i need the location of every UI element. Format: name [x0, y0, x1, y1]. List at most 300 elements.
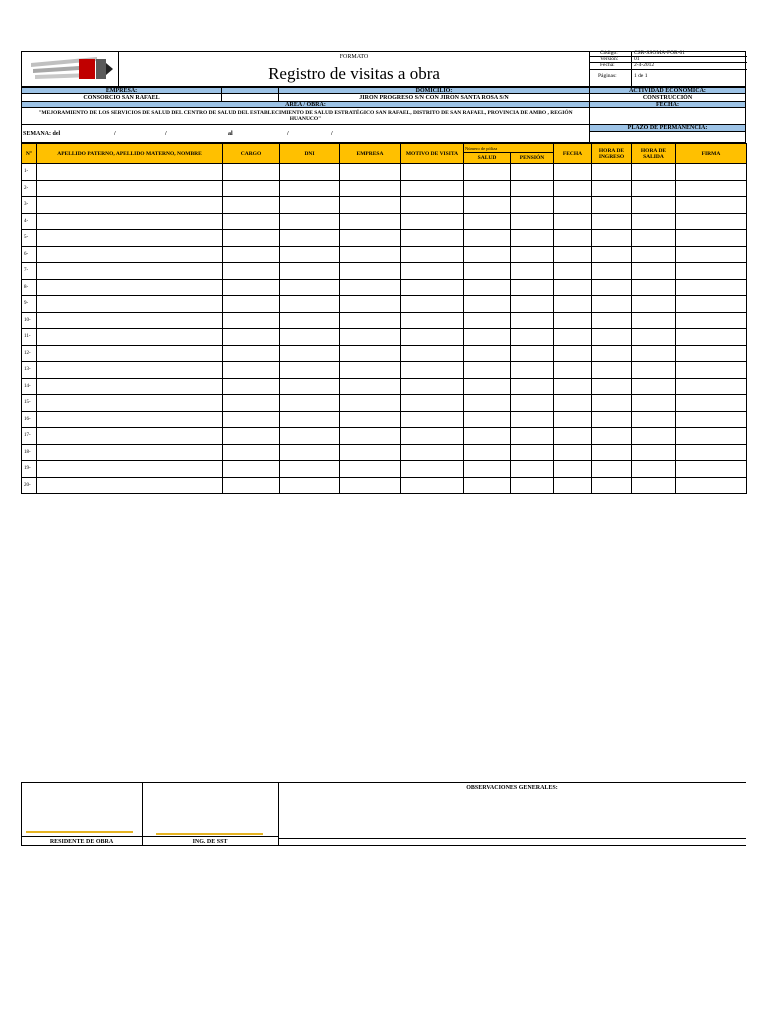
- table-cell[interactable]: [632, 461, 676, 478]
- table-cell[interactable]: [223, 263, 280, 280]
- table-cell[interactable]: [511, 378, 554, 395]
- table-cell[interactable]: [511, 477, 554, 494]
- table-cell[interactable]: [223, 477, 280, 494]
- table-cell[interactable]: [401, 246, 464, 263]
- residente-signature-line: [26, 831, 133, 833]
- table-cell[interactable]: [37, 312, 223, 329]
- table-cell[interactable]: [223, 164, 280, 181]
- table-cell[interactable]: [511, 345, 554, 362]
- col-num-header: N°: [22, 144, 37, 164]
- table-cell[interactable]: [223, 246, 280, 263]
- table-cell[interactable]: [464, 362, 511, 379]
- row-number: 2-: [22, 180, 37, 197]
- table-cell[interactable]: [401, 197, 464, 214]
- table-cell[interactable]: [554, 461, 592, 478]
- table-cell[interactable]: [676, 345, 747, 362]
- table-cell[interactable]: [676, 213, 747, 230]
- table-cell[interactable]: [511, 164, 554, 181]
- table-row: [22, 213, 747, 230]
- row-number: 3-: [22, 197, 37, 214]
- table-cell[interactable]: [280, 362, 340, 379]
- table-cell[interactable]: [511, 329, 554, 346]
- table-cell[interactable]: [340, 246, 401, 263]
- table-cell[interactable]: [223, 362, 280, 379]
- logo-cell: [21, 51, 119, 87]
- table-cell[interactable]: [340, 378, 401, 395]
- table-cell[interactable]: [401, 180, 464, 197]
- table-body: [22, 164, 747, 494]
- table-cell[interactable]: [464, 395, 511, 412]
- table-cell[interactable]: [401, 312, 464, 329]
- table-cell[interactable]: [401, 378, 464, 395]
- table-cell[interactable]: [554, 312, 592, 329]
- col-salud-header: SALUD: [464, 153, 511, 164]
- table-cell[interactable]: [676, 197, 747, 214]
- table-cell[interactable]: [464, 312, 511, 329]
- table-cell[interactable]: [223, 378, 280, 395]
- table-cell[interactable]: [592, 180, 632, 197]
- fecha-value: [589, 107, 746, 125]
- ing-signature-line: [156, 833, 263, 835]
- table-cell[interactable]: [280, 444, 340, 461]
- area-value: "MEJORAMIENTO DE LOS SERVICIOS DE SALUD DEL CENTRO DE SALUD DEL ESTABLECIMIENTO DE SALUD ESTRATÉGICO SAN RAFAEL, DISTRITO DE SAN RAFAEL, PROVINCIA DE AMBO , REGIÓN HUANUCO": [21, 107, 590, 125]
- table-cell[interactable]: [37, 329, 223, 346]
- table-cell[interactable]: [676, 477, 747, 494]
- table-cell[interactable]: [554, 411, 592, 428]
- meta-version-label: Versión:: [600, 56, 619, 62]
- table-cell[interactable]: [340, 296, 401, 313]
- table-row: [22, 246, 747, 263]
- table-cell[interactable]: [223, 213, 280, 230]
- table-row: [22, 230, 747, 247]
- table-cell[interactable]: [223, 180, 280, 197]
- semana-slash-1: /: [114, 131, 116, 137]
- col-firma-header: FIRMA: [676, 144, 747, 164]
- table-cell[interactable]: [632, 477, 676, 494]
- table-cell[interactable]: [37, 213, 223, 230]
- plazo-label: PLAZO DE PERMANENCIA:: [589, 124, 746, 132]
- table-cell[interactable]: [554, 246, 592, 263]
- table-cell[interactable]: [280, 164, 340, 181]
- table-cell[interactable]: [511, 395, 554, 412]
- semana-label: SEMANA: del: [23, 131, 61, 137]
- table-cell[interactable]: [37, 230, 223, 247]
- table-cell[interactable]: [340, 329, 401, 346]
- table-cell[interactable]: [554, 180, 592, 197]
- table-cell[interactable]: [280, 230, 340, 247]
- table-cell[interactable]: [554, 164, 592, 181]
- table-cell[interactable]: [554, 428, 592, 445]
- table-cell[interactable]: [554, 378, 592, 395]
- table-cell[interactable]: [280, 411, 340, 428]
- table-cell[interactable]: [592, 444, 632, 461]
- table-cell[interactable]: [280, 312, 340, 329]
- table-cell[interactable]: [676, 246, 747, 263]
- table-cell[interactable]: [592, 312, 632, 329]
- area-label: AREA / OBRA:: [21, 101, 590, 108]
- table-cell[interactable]: [340, 428, 401, 445]
- table-cell[interactable]: [280, 180, 340, 197]
- table-cell[interactable]: [280, 461, 340, 478]
- table-cell[interactable]: [464, 180, 511, 197]
- meta-pages-label: Páginas:: [598, 73, 617, 79]
- table-cell[interactable]: [340, 395, 401, 412]
- table-row: [22, 477, 747, 494]
- table-cell[interactable]: [511, 279, 554, 296]
- table-cell[interactable]: [511, 428, 554, 445]
- table-cell[interactable]: [554, 362, 592, 379]
- table-cell[interactable]: [401, 213, 464, 230]
- table-cell[interactable]: [554, 263, 592, 280]
- table-cell[interactable]: [340, 411, 401, 428]
- table-cell[interactable]: [464, 246, 511, 263]
- table-cell[interactable]: [37, 197, 223, 214]
- table-cell[interactable]: [511, 444, 554, 461]
- table-cell[interactable]: [632, 428, 676, 445]
- table-cell[interactable]: [37, 246, 223, 263]
- table-cell[interactable]: [592, 411, 632, 428]
- empresa-label: EMPRESA:: [21, 87, 222, 94]
- row-number: 8-: [22, 279, 37, 296]
- table-cell[interactable]: [37, 279, 223, 296]
- table-cell[interactable]: [280, 263, 340, 280]
- table-cell[interactable]: [223, 395, 280, 412]
- table-cell[interactable]: [676, 378, 747, 395]
- visits-table: [21, 143, 747, 494]
- table-row: [22, 444, 747, 461]
- table-cell[interactable]: [676, 428, 747, 445]
- table-cell[interactable]: [676, 461, 747, 478]
- table-cell[interactable]: [554, 230, 592, 247]
- table-cell[interactable]: [676, 296, 747, 313]
- table-cell[interactable]: [223, 345, 280, 362]
- table-cell[interactable]: [401, 296, 464, 313]
- table-cell[interactable]: [37, 378, 223, 395]
- table-cell[interactable]: [632, 411, 676, 428]
- table-cell[interactable]: [592, 329, 632, 346]
- col-poliza-header: Número de póliza: [464, 144, 554, 153]
- table-cell[interactable]: [511, 230, 554, 247]
- table-row: [22, 180, 747, 197]
- row-number: 13-: [22, 362, 37, 379]
- table-cell[interactable]: [676, 411, 747, 428]
- table-cell[interactable]: [554, 279, 592, 296]
- table-cell[interactable]: [464, 411, 511, 428]
- table-cell[interactable]: [592, 345, 632, 362]
- semana-slash-4: /: [331, 131, 333, 137]
- table-cell[interactable]: [223, 230, 280, 247]
- table-cell[interactable]: [401, 164, 464, 181]
- table-cell[interactable]: [401, 444, 464, 461]
- table-cell[interactable]: [511, 362, 554, 379]
- table-cell[interactable]: [401, 329, 464, 346]
- meta-version-value: 01: [634, 56, 640, 62]
- table-cell[interactable]: [340, 461, 401, 478]
- table-cell[interactable]: [554, 395, 592, 412]
- table-cell[interactable]: [592, 279, 632, 296]
- col-cargo-header: CARGO: [223, 144, 280, 164]
- table-cell[interactable]: [340, 279, 401, 296]
- table-cell[interactable]: [592, 428, 632, 445]
- row-number: 20-: [22, 477, 37, 494]
- table-cell[interactable]: [280, 213, 340, 230]
- table-cell[interactable]: [592, 461, 632, 478]
- table-cell[interactable]: [280, 428, 340, 445]
- table-cell[interactable]: [37, 411, 223, 428]
- table-cell[interactable]: [340, 263, 401, 280]
- table-header-row-1: [22, 144, 747, 153]
- table-cell[interactable]: [464, 378, 511, 395]
- table-cell[interactable]: [632, 395, 676, 412]
- table-row: [22, 345, 747, 362]
- table-cell[interactable]: [340, 230, 401, 247]
- table-cell[interactable]: [464, 477, 511, 494]
- table-cell[interactable]: [511, 312, 554, 329]
- table-cell[interactable]: [464, 197, 511, 214]
- col-motivo-header: MOTIVO DE VISITA: [401, 144, 464, 164]
- table-cell[interactable]: [676, 230, 747, 247]
- semana-al: al: [228, 131, 233, 137]
- observaciones-label: OBSERVACIONES GENERALES:: [466, 784, 558, 791]
- row-number: 19-: [22, 461, 37, 478]
- table-cell[interactable]: [632, 197, 676, 214]
- row-number: 1-: [22, 164, 37, 181]
- table-cell[interactable]: [592, 246, 632, 263]
- page-title: Registro de visitas a obra: [268, 64, 440, 83]
- table-cell[interactable]: [401, 395, 464, 412]
- table-row: [22, 395, 747, 412]
- table-cell[interactable]: [676, 362, 747, 379]
- table-cell[interactable]: [676, 279, 747, 296]
- table-cell[interactable]: [340, 180, 401, 197]
- table-cell[interactable]: [223, 461, 280, 478]
- table-cell[interactable]: [511, 461, 554, 478]
- table-cell[interactable]: [676, 312, 747, 329]
- col-pension-header: PENSIÓN: [511, 153, 554, 164]
- table-cell[interactable]: [340, 477, 401, 494]
- table-cell[interactable]: [37, 164, 223, 181]
- table-row: [22, 461, 747, 478]
- table-cell[interactable]: [592, 213, 632, 230]
- table-cell[interactable]: [676, 263, 747, 280]
- table-cell[interactable]: [223, 329, 280, 346]
- table-cell[interactable]: [554, 197, 592, 214]
- table-cell[interactable]: [676, 180, 747, 197]
- table-cell[interactable]: [632, 444, 676, 461]
- table-cell[interactable]: [37, 395, 223, 412]
- table-cell[interactable]: [340, 345, 401, 362]
- table-cell[interactable]: [37, 345, 223, 362]
- table-cell[interactable]: [511, 213, 554, 230]
- table-cell[interactable]: [340, 164, 401, 181]
- table-cell[interactable]: [632, 213, 676, 230]
- domicilio-label: DOMICILIO:: [278, 87, 590, 94]
- table-cell[interactable]: [554, 444, 592, 461]
- table-cell[interactable]: [464, 329, 511, 346]
- table-cell[interactable]: [223, 312, 280, 329]
- row-number: 16-: [22, 411, 37, 428]
- table-cell[interactable]: [676, 329, 747, 346]
- table-cell[interactable]: [511, 296, 554, 313]
- table-cell[interactable]: [632, 329, 676, 346]
- table-cell[interactable]: [401, 279, 464, 296]
- table-cell[interactable]: [401, 411, 464, 428]
- table-cell[interactable]: [340, 444, 401, 461]
- table-cell[interactable]: [632, 362, 676, 379]
- table-cell[interactable]: [592, 263, 632, 280]
- fecha-label: FECHA:: [589, 101, 746, 108]
- row-number: 7-: [22, 263, 37, 280]
- table-cell[interactable]: [280, 345, 340, 362]
- meta-pages-value: 1 de 1: [634, 73, 648, 79]
- table-cell[interactable]: [554, 213, 592, 230]
- table-cell[interactable]: [464, 279, 511, 296]
- meta-code-value: CSR-SSOMA-FOR-01: [634, 50, 686, 56]
- table-cell[interactable]: [676, 395, 747, 412]
- table-cell[interactable]: [37, 180, 223, 197]
- table-cell[interactable]: [223, 411, 280, 428]
- meta-block: [589, 51, 746, 87]
- table-cell[interactable]: [280, 197, 340, 214]
- table-row: [22, 362, 747, 379]
- table-cell[interactable]: [632, 263, 676, 280]
- table-cell[interactable]: [464, 444, 511, 461]
- table-cell[interactable]: [280, 246, 340, 263]
- table-cell[interactable]: [464, 230, 511, 247]
- table-cell[interactable]: [37, 296, 223, 313]
- table-cell[interactable]: [592, 230, 632, 247]
- semana-slash-3: /: [287, 131, 289, 137]
- table-cell[interactable]: [592, 362, 632, 379]
- table-cell[interactable]: [464, 213, 511, 230]
- table-cell[interactable]: [340, 213, 401, 230]
- meta-date-value: 2-4-2012: [634, 62, 655, 68]
- table-cell[interactable]: [464, 345, 511, 362]
- table-cell[interactable]: [554, 329, 592, 346]
- table-cell[interactable]: [401, 461, 464, 478]
- table-cell[interactable]: [401, 362, 464, 379]
- empresa-value: CONSORCIO SAN RAFAEL: [21, 93, 222, 102]
- table-cell[interactable]: [280, 329, 340, 346]
- row-number: 17-: [22, 428, 37, 445]
- table-row: [22, 411, 747, 428]
- table-cell[interactable]: [554, 296, 592, 313]
- table-cell[interactable]: [340, 312, 401, 329]
- table-cell[interactable]: [554, 345, 592, 362]
- table-cell[interactable]: [592, 477, 632, 494]
- actividad-label: ACTIVIDAD ECONOMICA:: [589, 87, 746, 94]
- table-cell[interactable]: [401, 345, 464, 362]
- meta-code-label: Código:: [600, 50, 618, 56]
- table-cell[interactable]: [464, 263, 511, 280]
- row-number: 12-: [22, 345, 37, 362]
- table-cell[interactable]: [511, 180, 554, 197]
- table-cell[interactable]: [592, 378, 632, 395]
- table-cell[interactable]: [592, 395, 632, 412]
- table-cell[interactable]: [632, 378, 676, 395]
- table-cell[interactable]: [632, 246, 676, 263]
- table-cell[interactable]: [401, 477, 464, 494]
- table-cell[interactable]: [280, 296, 340, 313]
- table-cell[interactable]: [340, 197, 401, 214]
- table-cell[interactable]: [632, 164, 676, 181]
- ing-label: ING. DE SST: [192, 838, 228, 845]
- actividad-value: CONSTRUCCIÓN: [589, 93, 746, 102]
- col-hora-salida-header: HORA DE SALIDA: [632, 144, 676, 164]
- row-number: 10-: [22, 312, 37, 329]
- table-cell[interactable]: [340, 362, 401, 379]
- plazo-value: [589, 131, 746, 143]
- table-cell[interactable]: [37, 477, 223, 494]
- table-cell[interactable]: [592, 296, 632, 313]
- semana-slash-2: /: [165, 131, 167, 137]
- table-cell[interactable]: [554, 477, 592, 494]
- table-cell[interactable]: [464, 428, 511, 445]
- table-row: [22, 312, 747, 329]
- col-fecha-header: FECHA: [554, 144, 592, 164]
- row-number: 4-: [22, 213, 37, 230]
- table-cell[interactable]: [280, 279, 340, 296]
- meta-date-label: Fecha:: [600, 62, 615, 68]
- col-dni-header: DNI: [280, 144, 340, 164]
- table-cell[interactable]: [223, 296, 280, 313]
- table-row: [22, 378, 747, 395]
- table-cell[interactable]: [632, 230, 676, 247]
- table-cell[interactable]: [632, 279, 676, 296]
- table-cell[interactable]: [401, 230, 464, 247]
- formato-label: FORMATO: [339, 54, 369, 60]
- table-cell[interactable]: [632, 180, 676, 197]
- table-cell[interactable]: [511, 246, 554, 263]
- table-cell[interactable]: [223, 197, 280, 214]
- table-cell[interactable]: [676, 164, 747, 181]
- table-cell[interactable]: [280, 378, 340, 395]
- table-cell[interactable]: [592, 164, 632, 181]
- table-cell[interactable]: [632, 296, 676, 313]
- semana-row: [21, 124, 590, 143]
- row-number: 14-: [22, 378, 37, 395]
- table-cell[interactable]: [280, 395, 340, 412]
- row-number: 11-: [22, 329, 37, 346]
- row-number: 5-: [22, 230, 37, 247]
- residente-label: RESIDENTE DE OBRA: [49, 838, 114, 845]
- table-cell[interactable]: [676, 444, 747, 461]
- table-cell[interactable]: [592, 197, 632, 214]
- table-cell[interactable]: [223, 444, 280, 461]
- table-cell[interactable]: [37, 263, 223, 280]
- table-cell[interactable]: [223, 428, 280, 445]
- table-cell[interactable]: [511, 263, 554, 280]
- table-cell[interactable]: [401, 263, 464, 280]
- table-cell[interactable]: [632, 345, 676, 362]
- table-cell[interactable]: [464, 296, 511, 313]
- table-cell[interactable]: [511, 197, 554, 214]
- table-row: [22, 164, 747, 181]
- row-number: 9-: [22, 296, 37, 313]
- table-cell[interactable]: [223, 279, 280, 296]
- table-cell[interactable]: [37, 444, 223, 461]
- table-row: [22, 279, 747, 296]
- table-cell[interactable]: [37, 461, 223, 478]
- table-cell[interactable]: [401, 428, 464, 445]
- table-cell[interactable]: [37, 362, 223, 379]
- table-cell[interactable]: [511, 411, 554, 428]
- table-cell[interactable]: [37, 428, 223, 445]
- table-cell[interactable]: [464, 164, 511, 181]
- table-cell[interactable]: [464, 461, 511, 478]
- table-cell[interactable]: [632, 312, 676, 329]
- table-cell[interactable]: [280, 477, 340, 494]
